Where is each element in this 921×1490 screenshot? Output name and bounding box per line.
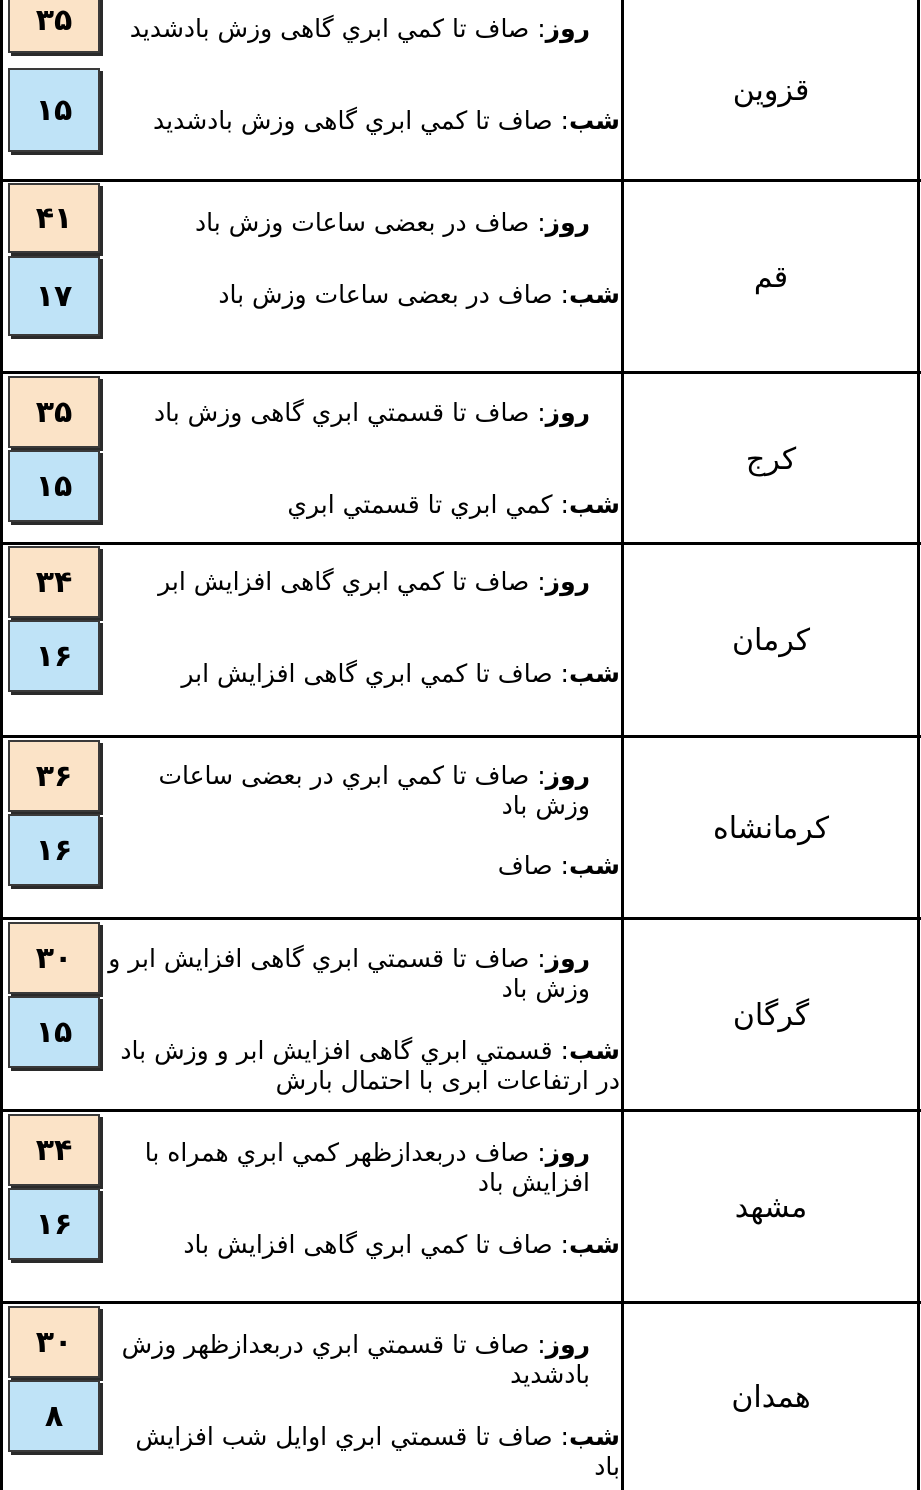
day-text: صاف تا كمي ابري در بعضی ساعات وزش باد xyxy=(158,761,590,820)
night-label: شب xyxy=(568,1230,620,1259)
city-name: گرگان xyxy=(732,998,810,1033)
day-text: صاف تا قسمتي ابري دربعدازظهر وزش بادشدید xyxy=(121,1330,590,1389)
forecast xyxy=(106,761,620,911)
table-row xyxy=(0,182,921,372)
day-forecast: روز: صاف تا كمي ابري در بعضی ساعات وزش باد xyxy=(158,761,590,820)
night-text: كمي ابري تا قسمتي ابري xyxy=(287,490,553,519)
night-text: صاف تا كمي ابري گاهی افزایش باد xyxy=(183,1230,553,1259)
night-forecast: شب: قسمتي ابري گاهی افزایش ابر و وزش باد در ارتفاعات ابری با احتمال بارش xyxy=(120,1036,620,1095)
city-name: قزوین xyxy=(732,73,810,108)
night-label: شب xyxy=(568,106,620,135)
city-name: قم xyxy=(753,259,789,295)
night-label: شب xyxy=(568,851,620,880)
min-temp: ۱۶ xyxy=(8,814,100,886)
max-temp: ۳۴ xyxy=(8,546,100,618)
night-text: صاف تا كمي ابري گاهی وزش بادشدید xyxy=(153,106,553,135)
day-forecast: روز: صاف تا كمي ابري گاهی وزش بادشدید xyxy=(129,14,590,43)
night-forecast: شب: صاف تا كمي ابري گاهی وزش بادشدید xyxy=(153,106,620,135)
day-text: صاف تا كمي ابري گاهی وزش بادشدید xyxy=(129,14,530,43)
table-row xyxy=(0,1304,921,1490)
column-divider xyxy=(621,0,624,1490)
night-label: شب xyxy=(568,1422,620,1451)
max-temp: ۳۶ xyxy=(8,740,100,812)
min-temp: ۱۷ xyxy=(8,256,100,336)
min-temp: ۱۶ xyxy=(8,620,100,692)
night-text: قسمتي ابري گاهی افزایش ابر و وزش باد در ارتفاعات ابری با احتمال بارش xyxy=(120,1036,620,1095)
city-name: کرمانشاه xyxy=(713,810,830,846)
min-temp: ۱۵ xyxy=(8,450,100,522)
day-text: صاف تا قسمتي ابري گاهی افزایش ابر و وزش باد xyxy=(108,944,590,1003)
night-label: شب xyxy=(568,659,620,688)
max-temp: ۳۰ xyxy=(8,922,100,994)
night-forecast: شب: صاف xyxy=(497,851,620,880)
night-text: صاف xyxy=(497,851,553,880)
city-name: مشهد xyxy=(734,1189,808,1225)
forecast xyxy=(106,944,620,1109)
table-row xyxy=(0,738,921,918)
max-temp: ۳۵ xyxy=(8,0,100,53)
table-row xyxy=(0,1112,921,1302)
day-forecast: روز: صاف تا قسمتي ابري گاهی افزایش ابر و وزش باد xyxy=(108,944,590,1003)
min-temp: ۱۵ xyxy=(8,68,100,152)
day-label: روز xyxy=(545,208,590,237)
day-label: روز xyxy=(545,14,590,43)
night-label: شب xyxy=(568,280,620,309)
day-label: روز xyxy=(545,1330,590,1359)
table-row xyxy=(0,0,921,181)
table-row xyxy=(0,920,921,1111)
city-name: همدان xyxy=(731,1379,811,1415)
forecast xyxy=(106,1138,620,1300)
max-temp: ۴۱ xyxy=(8,183,100,253)
night-text: صاف در بعضی ساعات وزش باد xyxy=(218,280,553,309)
day-forecast: روز: صاف تا قسمتي ابري دربعدازظهر وزش بادشدید xyxy=(121,1330,590,1389)
day-forecast: روز: صاف تا كمي ابري گاهی افزایش ابر xyxy=(158,567,590,596)
night-forecast: شب: صاف تا كمي ابري گاهی افزایش ابر xyxy=(181,659,620,688)
night-label: شب xyxy=(568,490,620,519)
night-forecast: شب: صاف تا قسمتي ابري اوایل شب افزایش باد xyxy=(135,1422,620,1481)
night-label: شب xyxy=(568,1036,620,1065)
left-border xyxy=(0,0,3,1490)
night-forecast: شب: صاف تا كمي ابري گاهی افزایش باد xyxy=(183,1230,620,1259)
table-row xyxy=(0,545,921,736)
night-text: صاف تا كمي ابري گاهی افزایش ابر xyxy=(181,659,553,688)
max-temp: ۳۰ xyxy=(8,1306,100,1378)
forecast xyxy=(106,208,620,348)
day-forecast: روز: صاف در بعضی ساعات وزش باد xyxy=(195,208,590,237)
forecast xyxy=(106,567,620,735)
day-label: روز xyxy=(545,567,590,596)
forecast xyxy=(106,14,620,174)
city-name: کرج xyxy=(745,441,797,477)
min-temp: ۱۶ xyxy=(8,1188,100,1260)
min-temp: ۸ xyxy=(8,1380,100,1452)
forecast xyxy=(106,1330,620,1490)
right-border xyxy=(917,0,920,1490)
table-row xyxy=(0,374,921,544)
max-temp: ۳۵ xyxy=(8,376,100,448)
day-text: صاف تا كمي ابري گاهی افزایش ابر xyxy=(158,567,530,596)
max-temp: ۳۴ xyxy=(8,1114,100,1186)
night-forecast: شب: كمي ابري تا قسمتي ابري xyxy=(287,490,620,519)
night-text: صاف تا قسمتي ابري اوایل شب افزایش باد xyxy=(135,1422,620,1481)
day-text: صاف در بعضی ساعات وزش باد xyxy=(195,208,530,237)
day-label: روز xyxy=(545,944,590,973)
day-text: صاف دربعدازظهر كمي ابري همراه با افزایش باد xyxy=(144,1138,590,1197)
day-forecast: روز: صاف دربعدازظهر كمي ابري همراه با افزایش باد xyxy=(144,1138,590,1197)
day-text: صاف تا قسمتي ابري گاهی وزش باد xyxy=(154,398,530,427)
min-temp: ۱۵ xyxy=(8,996,100,1068)
day-label: روز xyxy=(545,1138,590,1167)
night-forecast: شب: صاف در بعضی ساعات وزش باد xyxy=(218,280,620,309)
day-forecast: روز: صاف تا قسمتي ابري گاهی وزش باد xyxy=(154,398,590,427)
city-name: کرمان xyxy=(731,623,811,658)
day-label: روز xyxy=(545,761,590,790)
forecast xyxy=(106,398,620,538)
day-label: روز xyxy=(545,398,590,427)
